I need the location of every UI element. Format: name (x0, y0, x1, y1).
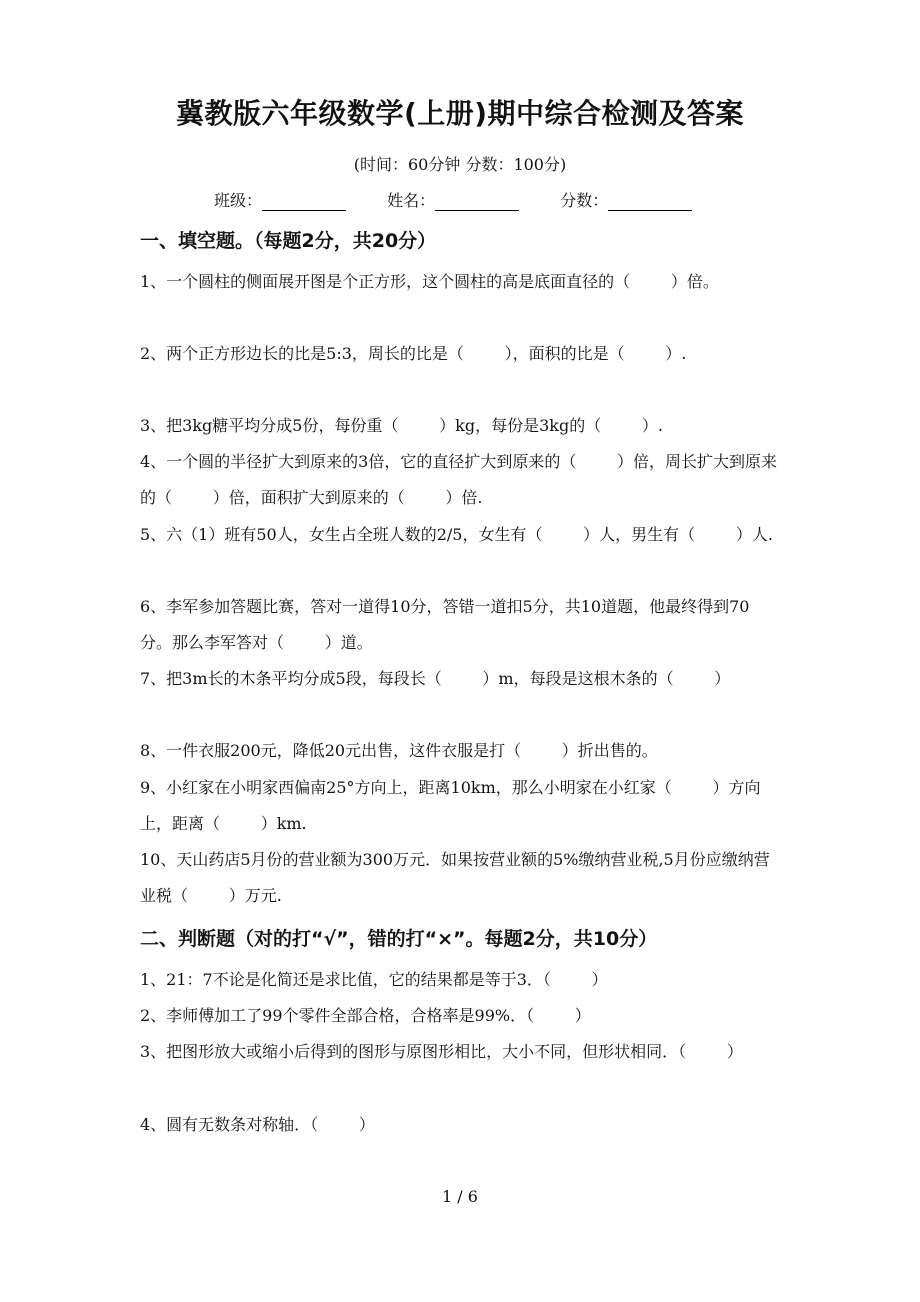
question-item: 4、圆有无数条对称轴．（ ） (140, 1115, 375, 1134)
class-field (214, 188, 346, 211)
question-item: 2、两个正方形边长的比是5:3，周长的比是（ ），面积的比是（ ）. (140, 344, 687, 363)
question-item: 6、李军参加答题比赛，答对一道得10分，答错一道扣5分，共10道题，他最终得到70分。那么李军答对（ ）道。 (140, 597, 750, 652)
question-item: 1、21：7不论是化简还是求比值，它的结果都是等于3．（ ） (140, 970, 608, 989)
question-item: 9、小红家在小明家西偏南25°方向上，距离10km，那么小明家在小红家（ ）方向上，距离（ ）km. (140, 778, 761, 833)
page-number: 1 / 6 (442, 1187, 478, 1206)
score-blank (608, 194, 692, 211)
name-label: 姓名： (387, 191, 436, 210)
class-blank (262, 194, 346, 211)
name-blank (435, 194, 519, 211)
name-field (387, 188, 519, 211)
question-item: 7、把3m长的木条平均分成5段，每段长（ ）m，每段是这根木条的（ ） (140, 669, 731, 688)
question-item: 3、把图形放大或缩小后得到的图形与原图形相比，大小不同，但形状相同．（ ） (140, 1042, 743, 1061)
section-heading-true-false: 二、判断题（对的打“√”，错的打“×”。每题2分，共10分） (140, 928, 658, 950)
question-item: 3、把3kg糖平均分成5份，每份重（ ）kg，每份是3kg的（ ）. (140, 416, 663, 435)
question-item: 10、天山药店5月份的营业额为300万元．如果按营业额的5%缴纳营业税,5月份应缴纳营业税（ ）万元. (140, 850, 770, 905)
question-item: 1、一个圆柱的侧面展开图是个正方形，这个圆柱的高是底面直径的（ ）倍。 (140, 272, 719, 291)
student-info-row (214, 188, 728, 211)
score-label: 分数： (560, 191, 609, 210)
question-item: 5、六（1）班有50人，女生占全班人数的2/5，女生有（ ）人，男生有（ ）人. (140, 525, 773, 544)
exam-time-score: (时间：60分钟 分数：100分) (353, 155, 567, 174)
question-item: 8、一件衣服200元，降低20元出售，这件衣服是打（ ）折出售的。 (140, 741, 658, 760)
score-field (560, 188, 692, 211)
question-item: 2、李师傅加工了99个零件全部合格，合格率是99%．（ ） (140, 1006, 591, 1025)
section-heading-fill-blank: 一、填空题。（每题2分，共20分） (140, 230, 437, 252)
class-label: 班级： (214, 191, 263, 210)
page-title: 冀教版六年级数学(上册)期中综合检测及答案 (175, 97, 745, 130)
question-item: 4、一个圆的半径扩大到原来的3倍，它的直径扩大到原来的（ ）倍，周长扩大到原来的（ ）倍，面积扩大到原来的（ ）倍. (140, 452, 778, 507)
